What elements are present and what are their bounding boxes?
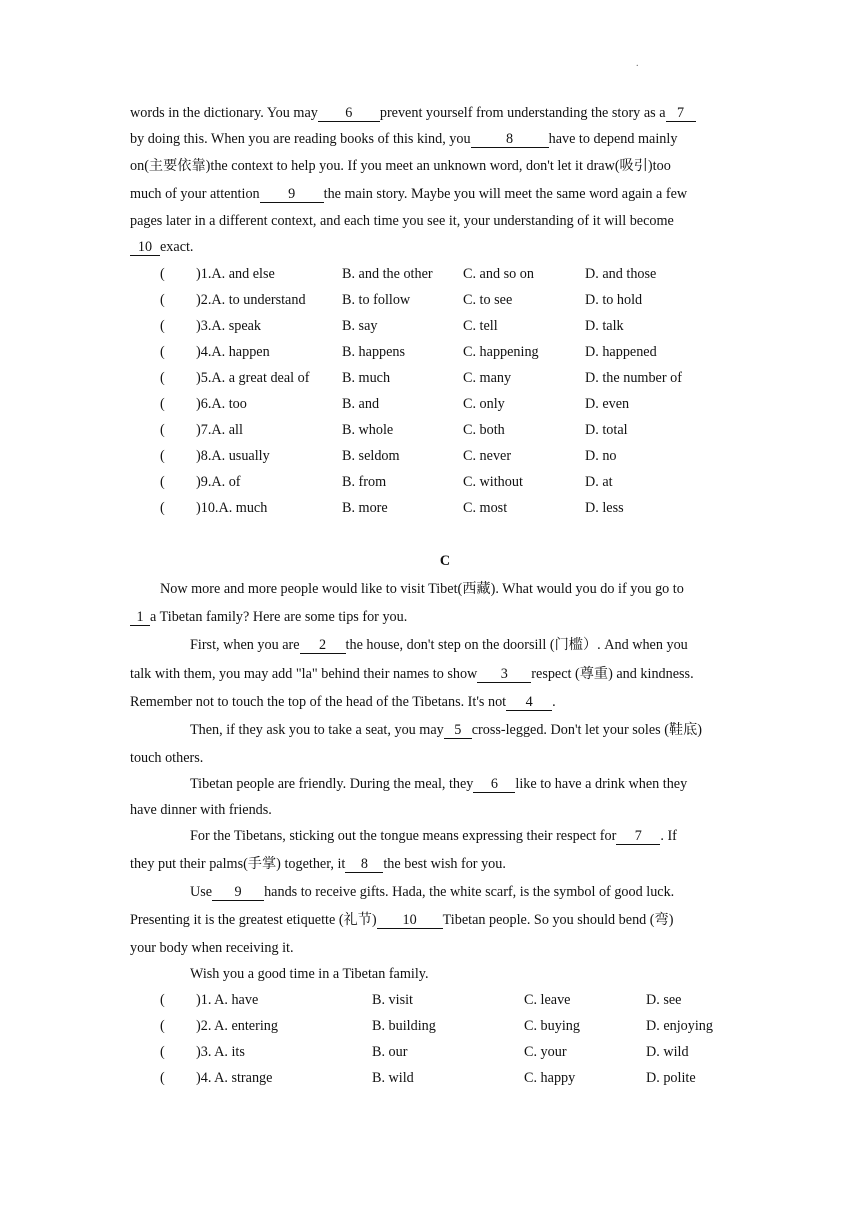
- answer-paren: (: [160, 500, 165, 516]
- blank-8: 8: [471, 131, 549, 148]
- option-d: D. wild: [646, 1044, 689, 1060]
- option-c: C. leave: [524, 992, 571, 1008]
- option-c: C. both: [463, 422, 505, 438]
- option-c: C. tell: [463, 318, 498, 334]
- answer-paren: (: [160, 292, 165, 308]
- option-c: C. never: [463, 448, 512, 464]
- answer-paren: (: [160, 474, 165, 490]
- option-b: B. to follow: [342, 292, 411, 308]
- answer-paren: (: [160, 448, 165, 464]
- option-d: D. happened: [585, 344, 657, 360]
- option-c: C. only: [463, 396, 505, 412]
- blank-4: 4: [506, 694, 552, 711]
- option-b: B. from: [342, 474, 387, 490]
- option-d: D. enjoying: [646, 1018, 713, 1034]
- answer-paren: (: [160, 370, 165, 386]
- option-c: C. buying: [524, 1018, 580, 1034]
- option-a: )10.A. much: [196, 500, 268, 516]
- blank-9: 9: [212, 884, 264, 901]
- answer-paren: (: [160, 422, 165, 438]
- answer-paren: (: [160, 992, 165, 1008]
- option-c: C. and so on: [463, 266, 534, 282]
- option-c: C. to see: [463, 292, 513, 308]
- option-b: B. whole: [342, 422, 394, 438]
- option-a: )3. A. its: [196, 1044, 245, 1060]
- option-a: )3.A. speak: [196, 318, 262, 334]
- section-heading: C: [439, 553, 451, 569]
- option-b: B. building: [372, 1018, 436, 1034]
- option-a: )6.A. too: [196, 396, 247, 412]
- blank-5: 5: [444, 722, 472, 739]
- option-c: C. happening: [463, 344, 539, 360]
- option-b: B. more: [342, 500, 388, 516]
- option-a: )1. A. have: [196, 992, 259, 1008]
- blank-6: 6: [318, 105, 380, 122]
- passage-b-line-4: much of your attention 9 the main story. Maybe you will meet the same word again a few: [130, 186, 688, 202]
- blank-10: 10: [377, 912, 443, 929]
- passage-b-line-3: on(主要依靠)the context to help you. If you meet an unknown word, don't let it draw(吸引)too: [130, 158, 671, 174]
- option-b: B. much: [342, 370, 391, 386]
- option-a: )1.A. and else: [196, 266, 275, 282]
- page-mark: .: [636, 58, 639, 69]
- answer-paren: (: [160, 1018, 165, 1034]
- passage-c-p5-line-1: For the Tibetans, sticking out the tongue means expressing their respect for 7 . If: [190, 828, 677, 844]
- option-a: )9.A. of: [196, 474, 241, 490]
- option-d: D. to hold: [585, 292, 643, 308]
- passage-c-p3-line-1: Then, if they ask you to take a seat, you may 5 cross-legged. Don't let your soles (鞋底): [190, 722, 703, 738]
- blank-3: 3: [477, 666, 531, 683]
- passage-c-p5-line-2: they put their palms(手掌) together, it 8 the best wish for you.: [130, 856, 506, 872]
- option-d: D. polite: [646, 1070, 696, 1086]
- blank-10: 10: [130, 239, 160, 256]
- option-a: )2.A. to understand: [196, 292, 306, 308]
- answer-paren: (: [160, 1070, 165, 1086]
- option-d: D. no: [585, 448, 617, 464]
- option-b: B. say: [342, 318, 378, 334]
- answer-paren: (: [160, 266, 165, 282]
- option-a: )5.A. a great deal of: [196, 370, 310, 386]
- option-b: B. and the other: [342, 266, 433, 282]
- passage-b-line-2: by doing this. When you are reading books of this kind, you 8 have to depend mainly: [130, 131, 678, 147]
- option-d: D. and those: [585, 266, 657, 282]
- passage-c-p6-line-2: Presenting it is the greatest etiquette (礼节) 10 Tibetan people. So you should bend (弯): [130, 912, 674, 928]
- option-c: C. without: [463, 474, 523, 490]
- option-b: B. seldom: [342, 448, 400, 464]
- answer-paren: (: [160, 1044, 165, 1060]
- passage-c-p3-line-2: touch others.: [130, 750, 204, 766]
- option-d: D. the number of: [585, 370, 682, 386]
- option-c: C. many: [463, 370, 512, 386]
- option-a: )4.A. happen: [196, 344, 270, 360]
- passage-b-line-1: words in the dictionary. You may 6 prevent yourself from understanding the story as a 7: [130, 100, 730, 127]
- passage-c-p2-line-1: First, when you are 2 the house, don't step on the doorsill (门槛）. And when you: [190, 637, 688, 653]
- option-b: B. our: [372, 1044, 408, 1060]
- passage-b-line-6: 10 exact.: [130, 234, 730, 261]
- passage-b-line-5: pages later in a different context, and each time you see it, your understanding of it will become: [130, 213, 674, 229]
- option-b: B. wild: [372, 1070, 414, 1086]
- option-b: B. happens: [342, 344, 406, 360]
- passage-c-p4-line-1: Tibetan people are friendly. During the meal, they 6 like to have a drink when they: [190, 776, 688, 792]
- passage-c-p4-line-2: have dinner with friends.: [130, 802, 272, 818]
- passage-c-p6-line-3: your body when receiving it.: [130, 940, 294, 956]
- option-a: )7.A. all: [196, 422, 243, 438]
- option-d: D. less: [585, 500, 624, 516]
- passage-c-p2-line-3: Remember not to touch the top of the head of the Tibetans. It's not 4 .: [130, 694, 556, 710]
- blank-7: 7: [616, 828, 660, 845]
- option-c: C. happy: [524, 1070, 576, 1086]
- answer-paren: (: [160, 396, 165, 412]
- option-a: )4. A. strange: [196, 1070, 273, 1086]
- option-d: D. at: [585, 474, 613, 490]
- blank-8: 8: [345, 856, 383, 873]
- blank-1: 1: [130, 609, 150, 626]
- option-a: )2. A. entering: [196, 1018, 278, 1034]
- passage-c-p1-line-1: Now more and more people would like to visit Tibet(西藏). What would you do if you go to: [160, 581, 684, 597]
- option-b: B. visit: [372, 992, 413, 1008]
- answer-paren: (: [160, 344, 165, 360]
- option-d: D. even: [585, 396, 630, 412]
- passage-c-p1-line-2: 1 a Tibetan family? Here are some tips for you.: [130, 603, 730, 631]
- option-c: C. your: [524, 1044, 567, 1060]
- option-d: D. see: [646, 992, 682, 1008]
- option-a: )8.A. usually: [196, 448, 270, 464]
- passage-c-p7: Wish you a good time in a Tibetan family.: [190, 966, 429, 982]
- option-c: C. most: [463, 500, 508, 516]
- blank-7: 7: [666, 105, 696, 122]
- blank-6: 6: [473, 776, 515, 793]
- option-d: D. talk: [585, 318, 624, 334]
- answer-paren: (: [160, 318, 165, 334]
- blank-2: 2: [300, 637, 346, 654]
- passage-c-p6-line-1: Use 9 hands to receive gifts. Hada, the white scarf, is the symbol of good luck.: [190, 884, 675, 900]
- option-d: D. total: [585, 422, 628, 438]
- option-b: B. and: [342, 396, 380, 412]
- blank-9: 9: [260, 186, 324, 203]
- passage-c-p2-line-2: talk with them, you may add "la" behind their names to show 3 respect (尊重) and kindness.: [130, 666, 694, 682]
